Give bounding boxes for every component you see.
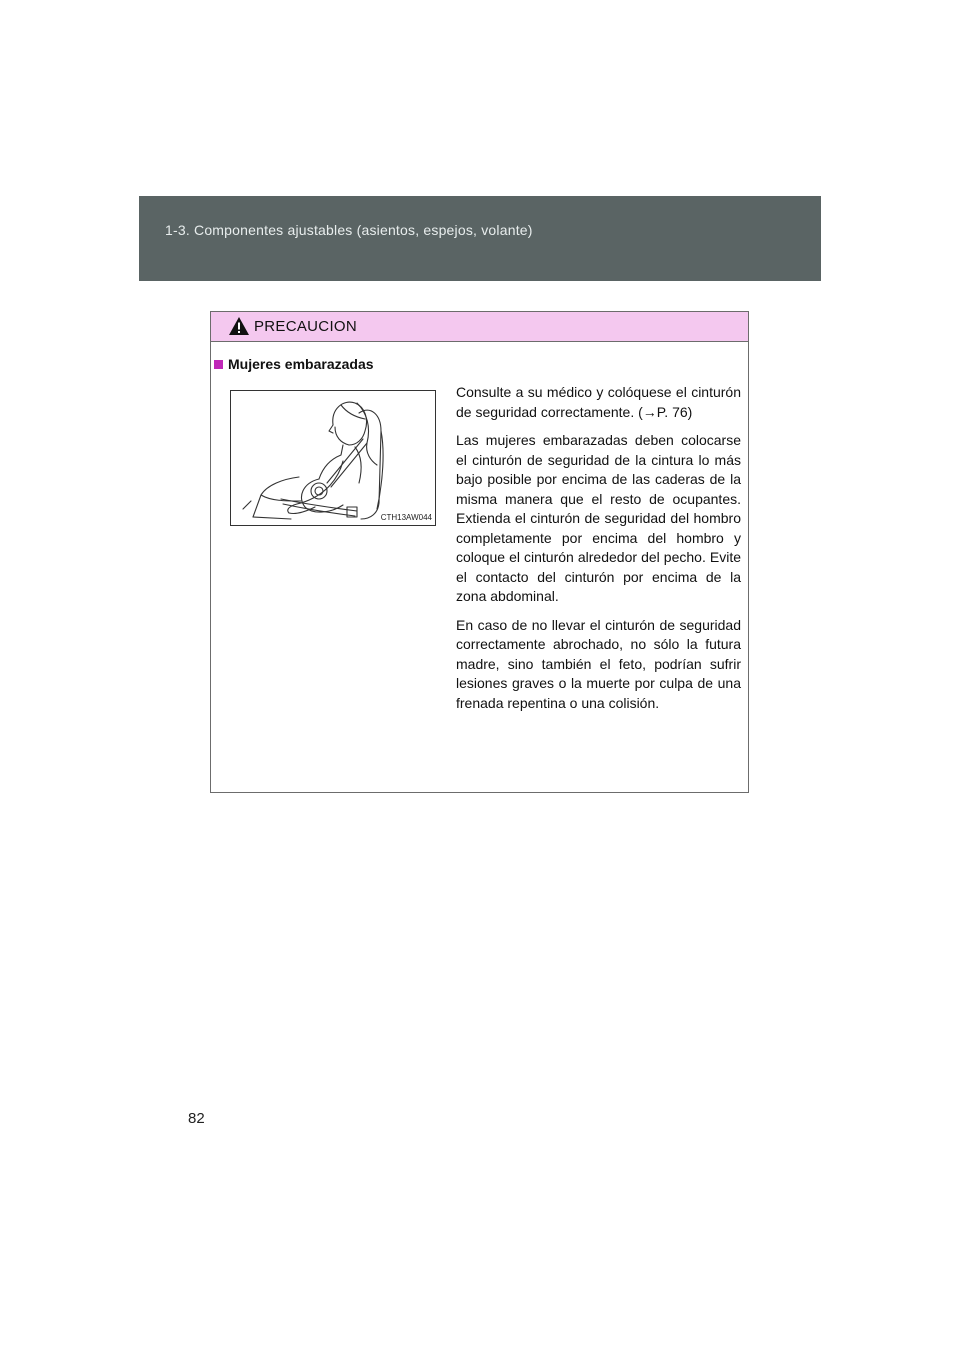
warning-triangle-icon: [228, 316, 250, 336]
caution-text: [456, 383, 741, 722]
section-heading: [214, 356, 374, 372]
caution-label: PRECAUCION: [254, 318, 358, 335]
paragraph-injury-warning: En caso de no llevar el cinturón de seguridad correctamente abrochado, no sólo la futura madre, sino también el feto, podrían sufrir lesiones graves o la muerte por culpa de una frenada repentina o una colisión.: [456, 616, 741, 711]
figure-code: CTH13AW044: [380, 513, 432, 522]
caution-box: [210, 311, 749, 793]
caution-header: [211, 312, 748, 342]
heading-text: Mujeres embarazadas: [228, 356, 374, 372]
paragraph-belt-position: Las mujeres embarazadas deben colocarse el cinturón de seguridad de la cintura lo más bajo posible por encima de las caderas de la misma manera que el resto de ocupantes. Extienda el cinturón de seguridad del hombro completamente por encima del hombro y coloque el cinturón alrededor del pecho. Evite el contacto del cinturón por encima de la zona abdominal.: [456, 432, 741, 604]
paragraph-consult: Consulte a su médico y colóquese el cinturón de seguridad correctamente. (→P. 76): [456, 384, 741, 420]
section-title: 1-3. Componentes ajustables (asientos, espejos, volante): [165, 222, 533, 238]
square-bullet-icon: [214, 360, 223, 369]
pregnant-woman-seatbelt-illustration: [230, 390, 436, 526]
section-header-band: [139, 196, 821, 281]
illustration-drawing: [231, 391, 435, 525]
page-number: 82: [188, 1110, 205, 1127]
